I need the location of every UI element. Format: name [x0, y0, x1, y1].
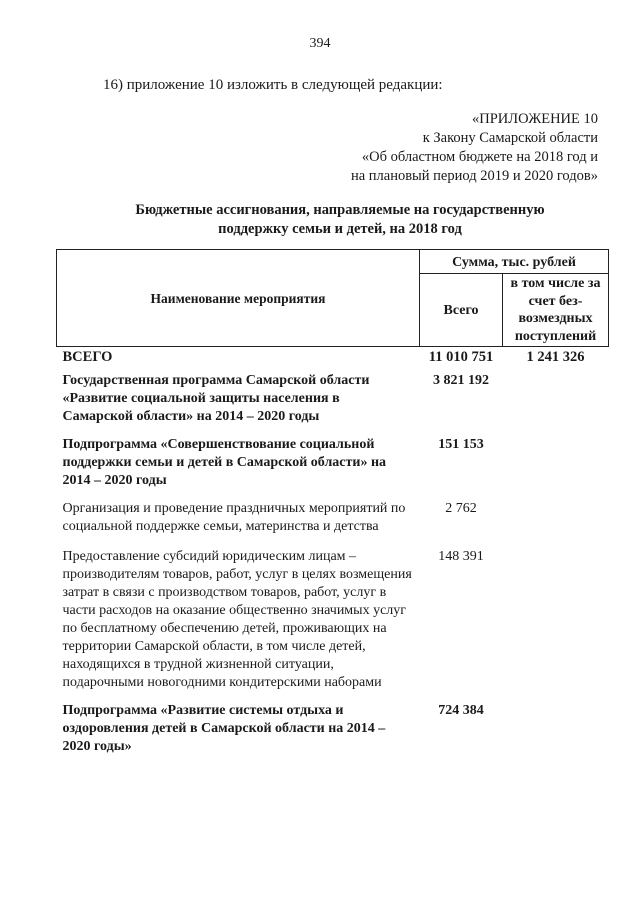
title-line: Бюджетные ассигнования, направляемые на государственную [135, 202, 545, 218]
row-name: Подпрограмма «Совершенствование социальной поддержки семьи и детей в Самарской области» на 2014 – 2020 годы [62, 437, 387, 488]
table-row [57, 368, 609, 432]
row-total: 3 821 192 [433, 373, 489, 388]
column-header-name: Наименование мероприятия [57, 250, 420, 347]
row-name: Подпрограмма «Развитие системы отдыха и оздоровления детей в Самарской области на 2014 – 2020 годы» [62, 703, 386, 754]
column-header-sum: Сумма, тыс. рублей [420, 250, 609, 274]
row-name: ВСЕГО [62, 349, 113, 365]
row-free [503, 368, 609, 432]
appendix-line: к Закону Самарской области [422, 130, 598, 146]
row-free: 1 241 326 [526, 349, 585, 365]
row-free [503, 700, 609, 756]
table-row [57, 700, 609, 756]
row-total: 2 762 [445, 501, 477, 516]
title-line: поддержку семьи и детей, на 2018 год [218, 221, 462, 237]
budget-table [56, 249, 609, 756]
row-name: Государственная программа Самарской области «Развитие социальной защиты населения в Самарской области» на 2014 – 2020 годы [62, 373, 370, 424]
table-row [57, 546, 609, 700]
appendix-header [351, 110, 598, 186]
table-row [57, 432, 609, 496]
row-total: 151 153 [438, 437, 484, 452]
row-name: Организация и проведение праздничных мероприятий по социальной поддержке семьи, материнства и детства [62, 501, 406, 534]
row-name: Предоставление субсидий юридическим лицам – производителям товаров, работ, услуг в целях возмещения затрат в связи с производством товаров, работ, услуг в части расходов на оказание общественно значимых услуг по бесплатному обеспечению детей, проживающих на территории Самарской области, в том числе детей, находящихся в трудной жизненной ситуации, подарочными новогодними кондитерскими наборами [62, 549, 412, 690]
appendix-line: «Об областном бюджете на 2018 год и [361, 149, 598, 165]
appendix-line: «ПРИЛОЖЕНИЕ 10 [472, 111, 598, 127]
row-free [503, 496, 609, 546]
row-total: 148 391 [438, 549, 484, 564]
column-header-total: Всего [420, 274, 503, 347]
row-total: 11 010 751 [428, 349, 494, 365]
amendment-intro: 16) приложение 10 изложить в следующей редакции: [103, 77, 443, 93]
row-free [503, 432, 609, 496]
column-header-free: в том числе за счет без-возмездных поступлений [503, 274, 609, 347]
page-number: 394 [309, 36, 331, 51]
table-row-total [57, 347, 609, 369]
document-title [60, 201, 620, 239]
row-free [503, 546, 609, 700]
row-total: 724 384 [438, 703, 484, 718]
table-row [57, 496, 609, 546]
appendix-line: на плановый период 2019 и 2020 годов» [350, 168, 598, 184]
